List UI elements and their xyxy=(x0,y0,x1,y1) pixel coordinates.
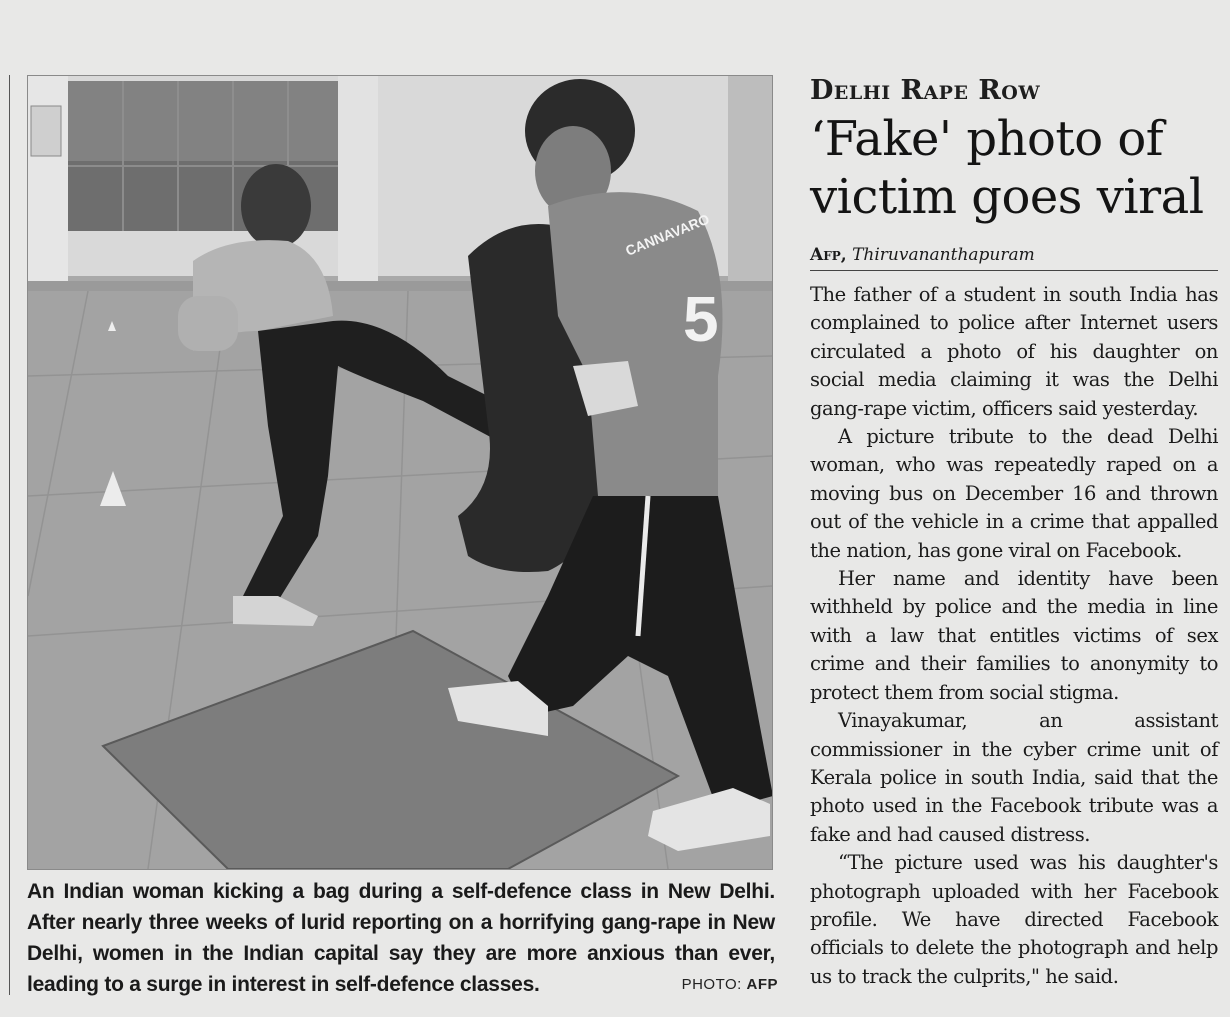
photo-self-defence-class-icon xyxy=(28,76,772,869)
article-byline xyxy=(810,244,1218,271)
article-paragraph: Vinayakumar, an assistant commissioner in the cyber crime unit of Kerala police in south India, said that the photo used in the Facebook tribute was a fake and had caused distress. xyxy=(810,709,1218,846)
article-headline: ‘Fake' photo of victim goes viral xyxy=(810,111,1204,225)
news-photo xyxy=(27,75,773,870)
column-rule xyxy=(9,75,10,995)
article-kicker: Delhi Rape Row xyxy=(810,75,1041,106)
byline-place: Thiruvananthapuram xyxy=(852,245,1035,265)
photo-credit xyxy=(668,976,778,993)
article-paragraph: The father of a student in south India has complained to police after Internet users circulated a photo of his daughter on social media claiming it was the Delhi gang-rape victim, officers said yesterday. xyxy=(810,283,1218,420)
article-paragraph: A picture tribute to the dead Delhi woman, who was repeatedly raped on a moving bus on December 16 and thrown out of the vehicle in a crime that appalled the nation, has gone viral on Facebook. xyxy=(810,425,1218,562)
byline-agency: Afp, xyxy=(810,245,847,265)
photo-caption: An Indian woman kicking a bag during a self-defence class in New Delhi. After nearly three weeks of lurid reporting on a horrifying gang-rape in New Delhi, women in the Indian capital say they are more anxious than ever, leading to a surge in interest in self-defence classes. xyxy=(27,880,775,996)
jersey-number: 5 xyxy=(683,283,719,355)
article-body xyxy=(810,281,1218,991)
photo-credit-prefix: PHOTO: xyxy=(681,976,742,993)
photo-credit-source: AFP xyxy=(746,976,778,993)
article-column xyxy=(810,74,1218,991)
article-paragraph: Her name and identity have been withheld by police and the media in line with a law that entitles victims of sex crime and their families to anonymity to protect them from social stigma. xyxy=(810,567,1218,704)
article-paragraph: “The picture used was his daughter's photograph uploaded with her Facebook profile. We have directed Facebook officials to delete the photograph and help us to track the culprits," he said. xyxy=(810,851,1218,988)
jersey-name: CANNAVARO xyxy=(623,210,712,259)
